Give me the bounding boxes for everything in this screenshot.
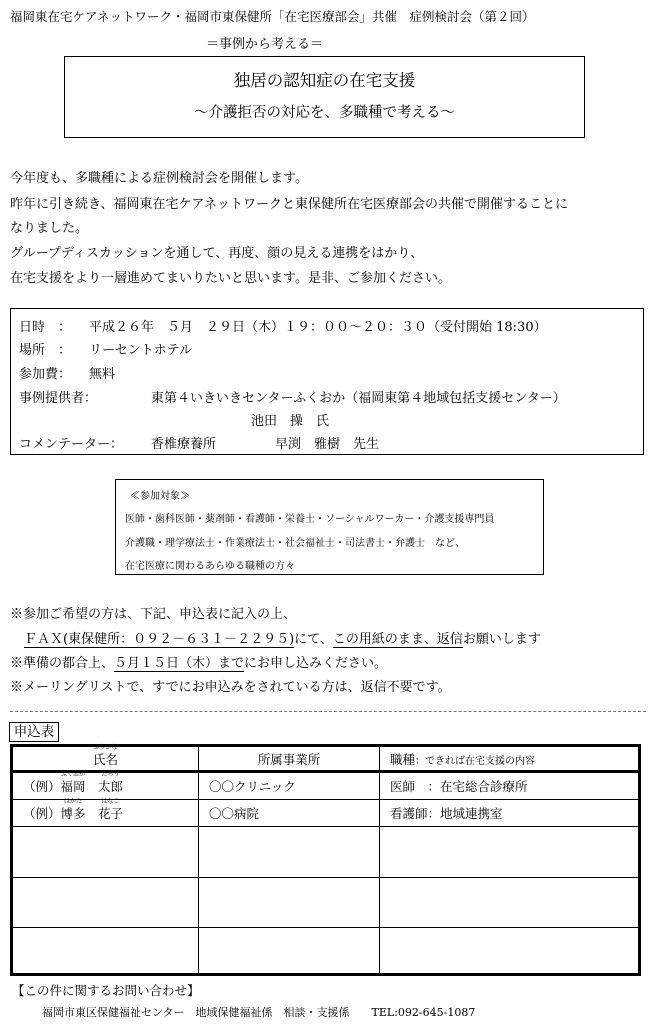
target-line-2: 介護職・理学療法士・作業療法士・社会福祉士・司法書士・弁護士 など、 (125, 538, 465, 549)
blank-entry-row-3 (12, 928, 640, 975)
date-value: 平成２６年 ５月 ２９日（木）１９：００～２０：３０（受付開始 18:30） (89, 320, 547, 335)
intro-line-4: グループディスカッションを通して、再度、顔の見える連携をはかり、 (10, 246, 424, 261)
blank-entry-row-2 (12, 877, 640, 928)
note-1: ※参加ご希望の方は、下記、申込表に記入の上、 (10, 607, 297, 622)
fax-end: お願いします (462, 632, 541, 647)
col-office-header: 所属事業所 (199, 746, 380, 772)
example-name-2 (12, 799, 199, 826)
col-name-header (12, 743, 199, 772)
example-office-1: 〇〇クリニック (199, 772, 380, 799)
entry-job-cell[interactable] (380, 877, 640, 928)
example-job-2: 看護師：地域連携室 (380, 799, 640, 826)
provider-label: 事例提供者： (19, 391, 98, 406)
intro-line-2: 昨年に引き続き、福岡東在宅ケアネットワークと東保健所在宅医療部会の共催で開催することに (10, 197, 568, 212)
entry-job-cell[interactable] (380, 928, 640, 975)
fax-number: ＦＡＸ(東保健所：０９２－６３１－２２９５) (24, 632, 295, 647)
example-office-2: 〇〇病院 (199, 799, 380, 826)
note-deadline (10, 652, 387, 671)
note-4: ※メーリングリストで、すでにお申込みをされている方は、返信不要です。 (10, 680, 451, 695)
job-header-note: ：できれば在宅支援の内容 (415, 755, 536, 767)
given-ruby: たろう (101, 771, 120, 779)
family-ruby-wrap (60, 771, 86, 795)
header-line-1: 福岡東在宅ケアネットワーク・福岡市東保健所「在宅医療部会」共催 症例検討会（第２回） (10, 9, 535, 24)
place-label: 場所 ： (19, 343, 72, 358)
family-ruby-wrap (60, 797, 86, 822)
commentator-label: コメンテーター： (19, 437, 124, 452)
reply-as-is: この用紙のまま、返信 (332, 632, 463, 647)
fax-mid: にて、 (294, 632, 333, 647)
entry-office-cell[interactable] (199, 877, 380, 928)
cut-line-divider (10, 711, 646, 712)
event-info-box (10, 308, 644, 455)
page-title: 独居の認知症の在宅支援 (233, 71, 416, 90)
table-row (12, 799, 640, 826)
date-label: 日時 ： (19, 320, 72, 335)
given-ruby: はなこ (101, 797, 120, 805)
deadline-date: ５月１５日（木）まで (114, 656, 245, 671)
family-name: 博多 (60, 805, 86, 821)
form-header-row (12, 746, 640, 772)
fee-value: 無料 (89, 367, 116, 382)
place-value: リーセントホテル (89, 343, 193, 358)
family-ruby: はかた (64, 797, 83, 805)
example-prefix: （例） (23, 779, 61, 795)
contact-title: 【この件に関するお問い合わせ】 (12, 983, 200, 998)
contact-body: 福岡市東区保健福祉センター 地域保健福祉係 相談・支援係 TEL:092-645-1087 (42, 1006, 476, 1019)
name-header-ruby-wrap (92, 743, 118, 768)
page-subtitle: ～介護拒否の対応を、多職種で考える～ (194, 105, 455, 121)
entry-name-cell[interactable] (12, 928, 199, 975)
example-prefix: （例） (23, 805, 61, 821)
target-line-3: 在宅医療に関わるあらゆる職種の方々 (125, 561, 295, 572)
col-job-header (380, 746, 640, 772)
entry-office-cell[interactable] (199, 827, 380, 878)
given-ruby-wrap (98, 771, 124, 795)
header-line-2: ＝事例から考える＝ (206, 37, 324, 52)
entry-job-cell[interactable] (380, 827, 640, 878)
form-label: 申込表 (9, 722, 59, 742)
target-line-1: 医師・歯科医師・薬剤師・看護師・栄養士・ソーシャルワーカー・介護支援専門員 (125, 514, 495, 525)
provider-name: 池田 操 氏 (251, 414, 330, 429)
commentator-org: 香椎療養所 (151, 437, 217, 452)
commentator-name: 早渕 雅樹 先生 (275, 437, 380, 452)
application-form-table (10, 744, 641, 976)
title-box (64, 56, 585, 138)
entry-name-cell[interactable] (12, 827, 199, 878)
given-name: 太郎 (98, 779, 124, 795)
deadline-prefix: ※準備の都合上、 (10, 656, 115, 671)
intro-line-3: なりました。 (10, 221, 89, 236)
name-ruby: ふりがな (93, 743, 118, 751)
given-ruby-wrap (98, 797, 124, 822)
given-name: 花子 (98, 805, 124, 821)
deadline-suffix: にお申し込みください。 (244, 656, 388, 671)
intro-line-5: 在宅支援をより一層進めてまいりたいと思います。是非、ご参加ください。 (10, 271, 451, 286)
intro-line-1: 今年度も、多職種による症例検討会を開催します。 (10, 171, 308, 186)
blank-entry-row-1 (12, 827, 640, 878)
target-title: ≪参加対象≫ (130, 491, 190, 502)
entry-office-cell[interactable] (199, 928, 380, 975)
job-header-text: 職種 (390, 751, 416, 767)
name-header-text: 氏名 (92, 751, 118, 767)
target-audience-box (115, 479, 544, 575)
note-fax-line (24, 628, 541, 647)
fee-label: 参加費： (19, 367, 72, 382)
family-ruby: ふくおか (61, 771, 86, 779)
entry-name-cell[interactable] (12, 877, 199, 928)
example-job-1: 医師 ：在宅総合診療所 (380, 772, 640, 799)
family-name: 福岡 (60, 779, 86, 795)
provider-value: 東第４いきいきセンターふくおか（福岡東第４地域包括支援センター） (151, 391, 566, 406)
